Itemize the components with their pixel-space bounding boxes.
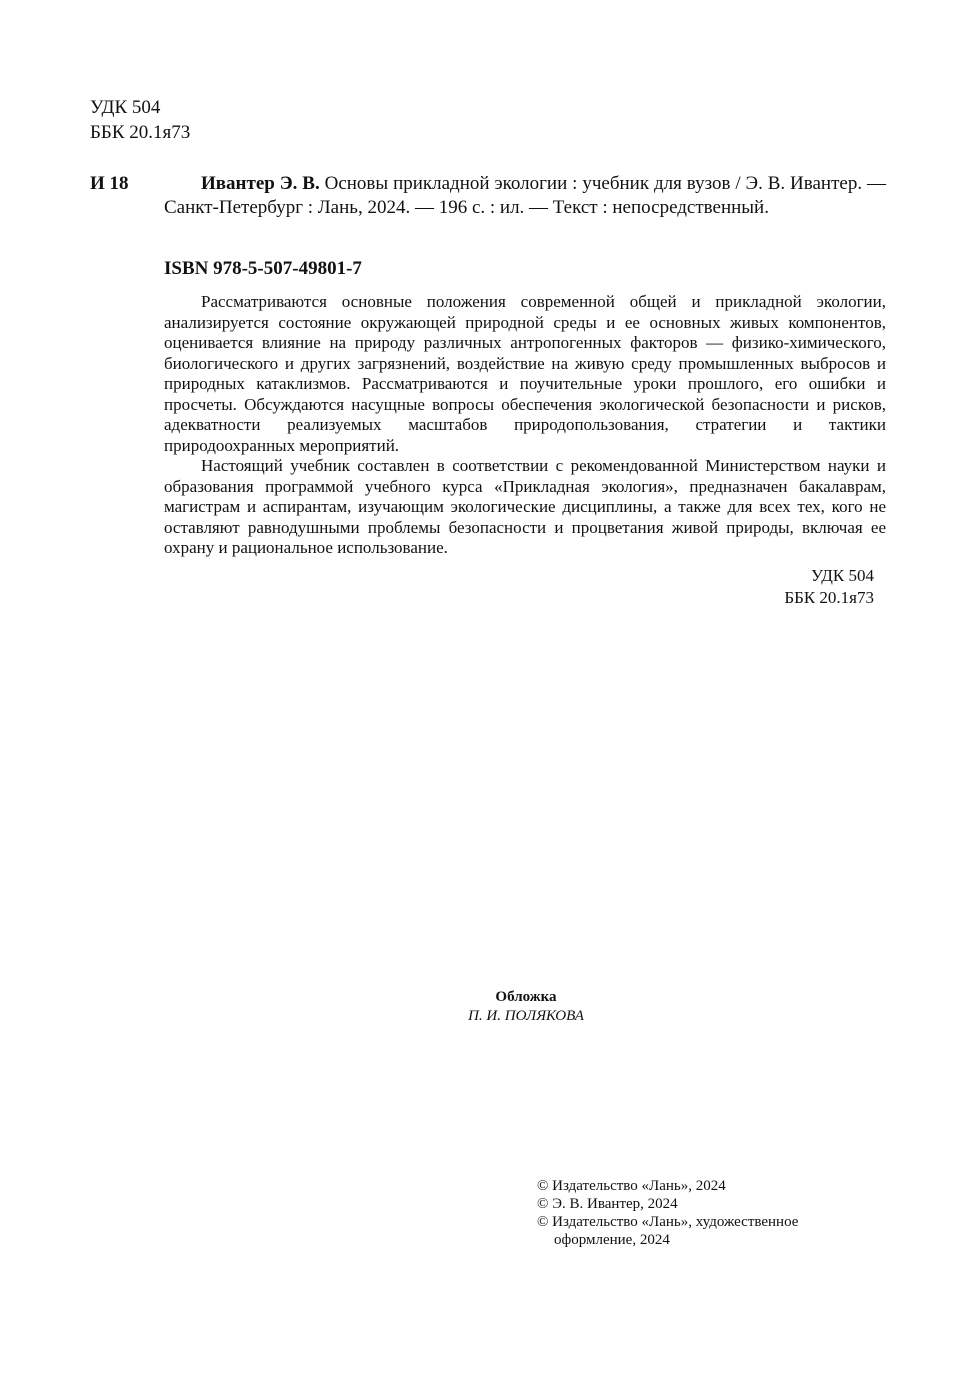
cover-credit [388,988,664,1026]
author-name: Ивантер Э. В. [201,173,320,194]
copyright-block [537,1177,798,1249]
bibliographic-record [164,172,886,220]
classification-codes-bottom [700,565,874,609]
bbk-code: ББК 20.1я73 [90,122,191,143]
annotation [164,292,886,559]
udk-code: УДК 504 [90,97,161,118]
copyright-line-continuation: оформление, 2024 [554,1232,670,1248]
cover-designer: П. И. ПОЛЯКОВА [468,1008,584,1024]
classification-codes-top [90,95,190,145]
author-mark: И 18 [90,173,129,194]
copyright-line: © Издательство «Лань», художественное [537,1214,799,1230]
isbn: ISBN 978-5-507-49801-7 [164,258,362,279]
annotation-paragraph: Настоящий учебник составлен в соответствии с рекомендованной Министерством науки и образования программой учебного курса «Прикладная экология», предназначен бакалаврам, магистрам и аспирантам, изучающим экологические дисциплины, а также для всех тех, кого не оставляют равнодушными проблемы безопасности и процветания живой природы, включая ее охрану и рациональное использование. [164,456,886,557]
annotation-paragraph: Рассматриваются основные положения современной общей и прикладной экологии, анализируется состояние окружающей природной среды и ее основных живых компонентов, оценивается влияние на природу различных антропогенных факторов — физико-химического, биологического и других загрязнений, воздействие на живую среду промышленных выбросов и природных катаклизмов. Рассматриваются и поучительные уроки прошлого, его ошибки и просчеты. Обсуждаются насущные вопросы обеспечения экологической безопасности и рисков, адекватности реализуемых масштабов природопользования, стратегии и тактики природоохранных мероприятий. [164,292,886,455]
udk-code-repeat: УДК 504 [810,566,874,585]
copyright-line: © Э. В. Ивантер, 2024 [537,1196,678,1212]
copyright-line: © Издательство «Лань», 2024 [537,1178,726,1194]
bibliographic-details: Основы прикладной экологии : учебник для вузов / Э. В. Ивантер. — Санкт-Петербург : Лань, 2024. — 196 с. : ил. — Текст : непосредственный. [164,173,886,218]
bbk-code-repeat: ББК 20.1я73 [784,588,874,607]
cover-label: Обложка [495,989,557,1005]
